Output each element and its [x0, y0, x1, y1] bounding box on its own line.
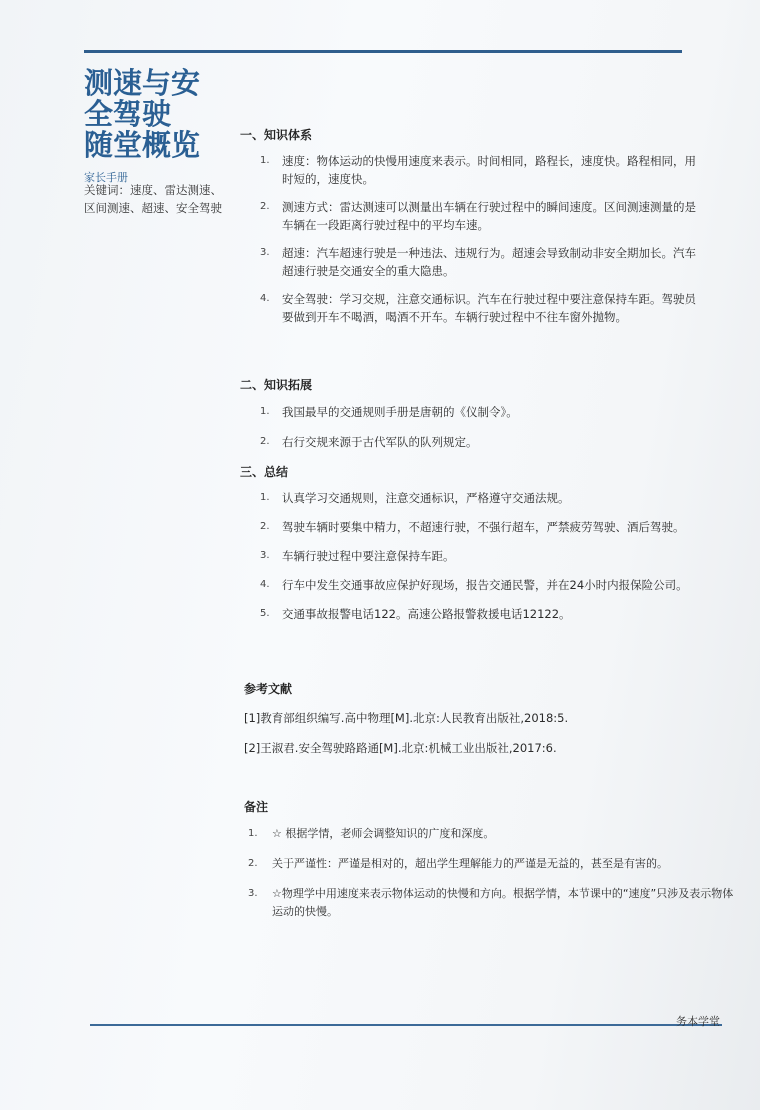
list-item [240, 290, 702, 326]
item-number: 2. [248, 858, 258, 869]
item-text: 关于严谨性：严谨是相对的，超出学生理解能力的严谨是无益的，甚至是有害的。 [272, 857, 668, 870]
list-item [240, 825, 742, 843]
list-item [240, 198, 702, 234]
list-item [240, 433, 722, 451]
section-heading-summary: 三、总结 [240, 465, 289, 479]
extension-list [240, 403, 722, 451]
item-number: 1. [260, 492, 270, 503]
item-number: 5. [260, 608, 270, 619]
item-number: 3. [248, 888, 258, 899]
item-text: ☆物理学中用速度来表示物体运动的快慢和方向。根据学情，本节课中的“速度”只涉及表示物体运动的快慢。 [272, 887, 734, 918]
item-text: 右行交规来源于古代军队的队列规定。 [282, 435, 478, 449]
references-heading: 参考文献 [244, 682, 293, 696]
list-item [240, 518, 722, 536]
subtitle: 家长手册 [84, 171, 128, 184]
item-text: 认真学习交通规则，注意交通标识，严格遵守交通法规。 [282, 491, 570, 505]
notes-list [240, 825, 742, 921]
item-number: 4. [260, 293, 270, 304]
list-item [240, 152, 702, 188]
item-number: 2. [260, 436, 270, 447]
list-item [240, 489, 722, 507]
list-item [240, 244, 702, 280]
reference-item: [2]王淑君.安全驾驶路路通[M].北京:机械工业出版社,2017:6. [244, 741, 557, 755]
list-item [240, 403, 722, 421]
title-line: 测速与安 [84, 66, 201, 100]
list-item [240, 576, 722, 594]
item-number: 2. [260, 521, 270, 532]
item-number: 1. [248, 828, 258, 839]
reference-item: [1]教育部组织编写.高中物理[M].北京:人民教育出版社,2018:5. [244, 711, 569, 725]
item-number: 3. [260, 247, 270, 258]
section-heading-knowledge: 一、知识体系 [240, 128, 313, 142]
bottom-rule [90, 1024, 722, 1026]
title-line: 随堂概览 [84, 128, 201, 162]
item-number: 1. [260, 406, 270, 417]
item-text: 行车中发生交通事故应保护好现场，报告交通民警，并在24小时内报保险公司。 [282, 578, 688, 592]
list-item [240, 547, 722, 565]
top-rule [84, 50, 682, 53]
list-item [240, 855, 742, 873]
document-title [84, 68, 244, 161]
item-text: 测速方式：雷达测速可以测量出车辆在行驶过程中的瞬间速度。区间测速测量的是车辆在一段距离行驶过程中的平均车速。 [282, 200, 696, 232]
item-text: 超速：汽车超速行驶是一种违法、违规行为。超速会导致制动非安全期加长。汽车超速行驶是交通安全的重大隐患。 [282, 246, 696, 278]
item-number: 4. [260, 579, 270, 590]
item-text: 驾驶车辆时要集中精力，不超速行驶，不强行超车，严禁疲劳驾驶、酒后驾驶。 [282, 520, 685, 534]
title-line: 全驾驶 [84, 97, 172, 131]
list-item [240, 605, 722, 623]
keywords: 关键词：速度、雷达测速、区间测速、超速、安全驾驶 [84, 183, 222, 215]
list-item [240, 885, 742, 921]
item-number: 1. [260, 155, 270, 166]
item-number: 2. [260, 201, 270, 212]
item-text: 速度：物体运动的快慢用速度来表示。时间相同，路程长，速度快。路程相同，用时短的，速度快。 [282, 154, 696, 186]
item-text: 我国最早的交通规则手册是唐朝的《仪制令》。 [282, 405, 518, 419]
summary-list [240, 489, 722, 623]
footer-brand: 务本学堂 [676, 1015, 720, 1028]
section-heading-extension: 二、知识拓展 [240, 378, 313, 392]
item-text: 安全驾驶：学习交规，注意交通标识。汽车在行驶过程中要注意保持车距。驾驶员要做到开车不喝酒，喝酒不开车。车辆行驶过程中不往车窗外抛物。 [282, 292, 696, 324]
item-text: 车辆行驶过程中要注意保持车距。 [282, 549, 455, 563]
item-text: 交通事故报警电话122。高速公路报警救援电话12122。 [282, 607, 571, 621]
knowledge-list [240, 152, 702, 326]
item-number: 3. [260, 550, 270, 561]
item-text: ☆ 根据学情，老师会调整知识的广度和深度。 [272, 827, 495, 840]
notes-heading: 备注 [244, 800, 269, 814]
